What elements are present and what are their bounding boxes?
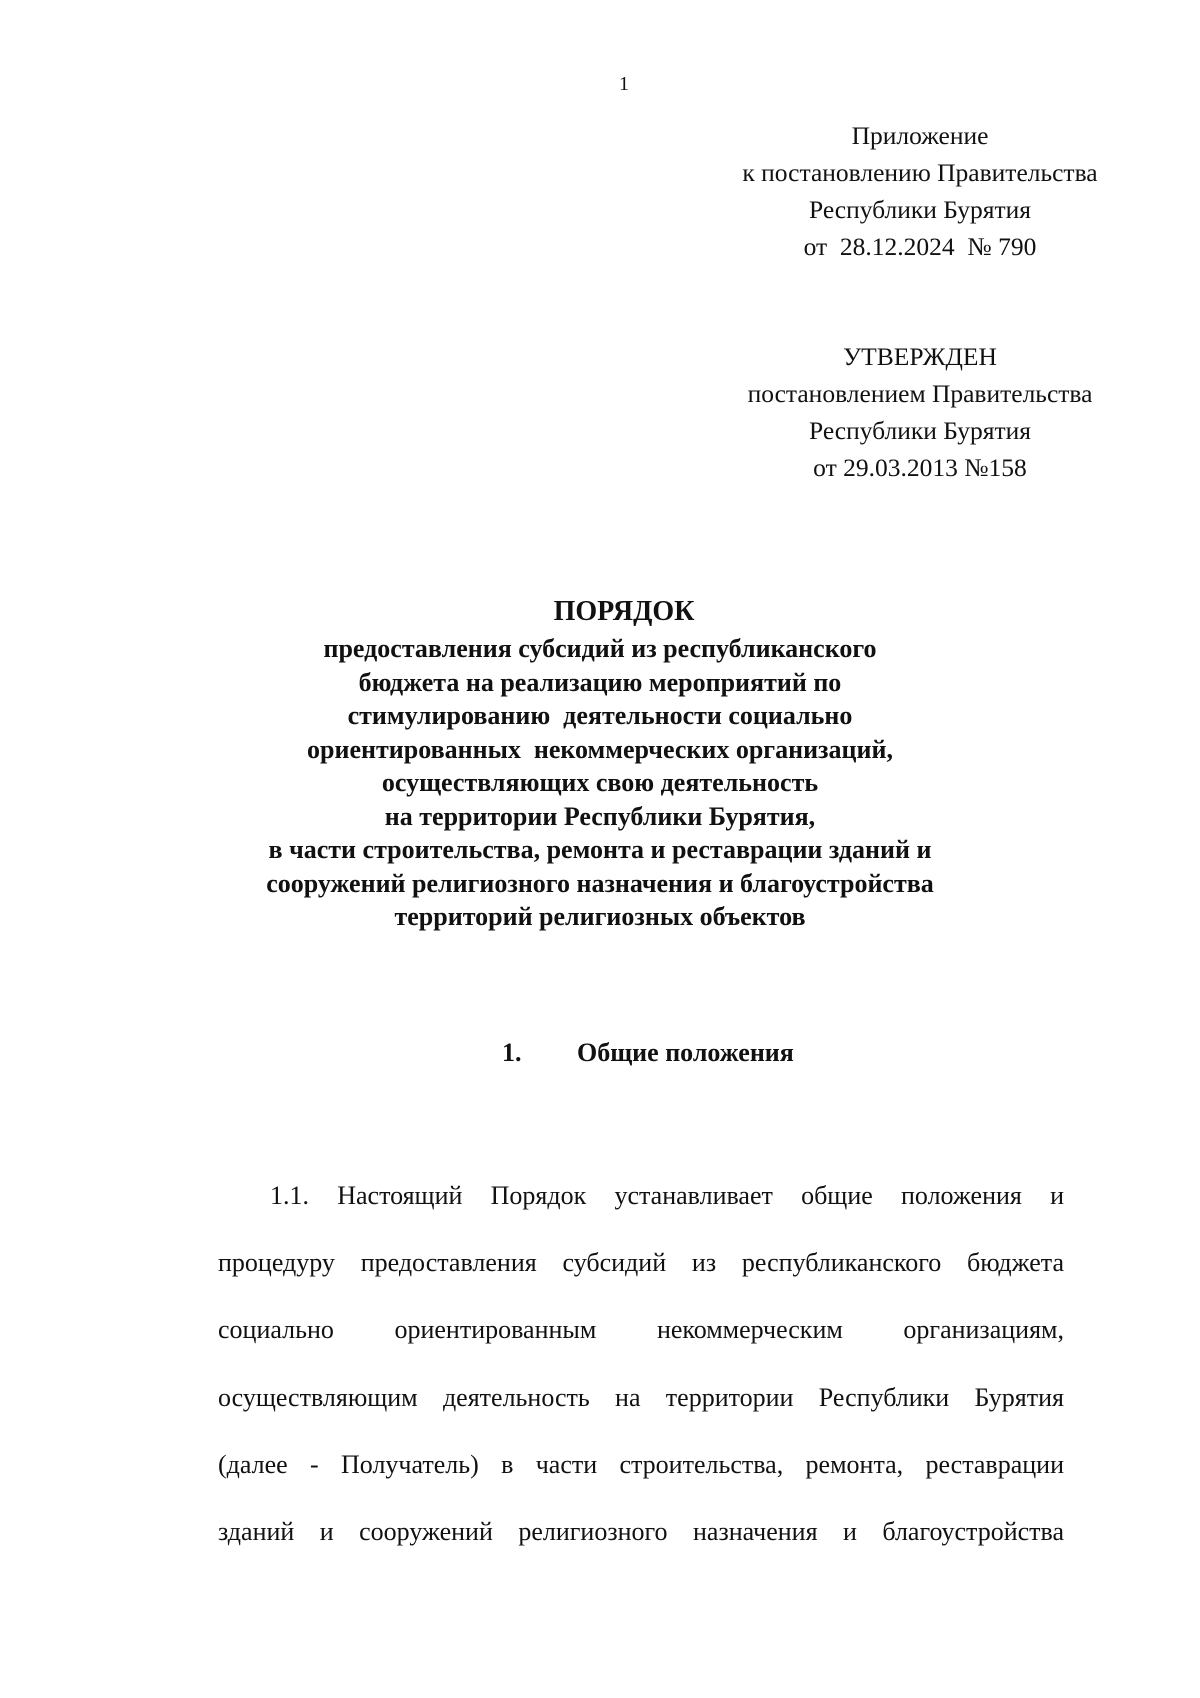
approved-line: УТВЕРЖДЕН bbox=[843, 342, 997, 371]
body-paragraph bbox=[218, 1162, 1064, 1565]
title-subtitle-line: осуществляющих свою деятельность bbox=[381, 768, 819, 797]
appendix-line: к постановлению Правительства bbox=[742, 158, 1098, 187]
appendix-line: Республики Бурятия bbox=[808, 195, 1032, 224]
body-line: 1.1. Настоящий Порядок устанавливает общие положения и bbox=[270, 1181, 1064, 1210]
section-number: 1. bbox=[502, 1038, 522, 1067]
title-subtitle-line: предоставления субсидий из республиканского bbox=[323, 634, 877, 663]
body-line: социально ориентированным некоммерческим организациям, bbox=[218, 1315, 1064, 1345]
appendix-block bbox=[690, 117, 1150, 265]
appendix-date-line: от 28.12.2024 № 790 bbox=[803, 232, 1037, 261]
title-subtitle-line: ориентированных некоммерческих организаций, bbox=[307, 734, 893, 764]
body-line: зданий и сооружений религиозного назначения и благоустройства bbox=[218, 1516, 1064, 1546]
title-subtitle-line: стимулированию деятельности социально bbox=[347, 701, 853, 730]
title-subtitle-line: сооружений религиозного назначения и благоустройства bbox=[266, 868, 934, 898]
approved-line: Республики Бурятия bbox=[808, 416, 1032, 445]
approved-block bbox=[690, 338, 1150, 486]
approved-date-line: от 29.03.2013 №158 bbox=[813, 453, 1027, 482]
title-heading: ПОРЯДОК bbox=[553, 596, 695, 627]
body-line: (далее - Получатель) в части строительства, ремонта, реставрации bbox=[218, 1449, 1064, 1479]
title-subtitle-line: бюджета на реализацию мероприятий по bbox=[358, 667, 842, 697]
appendix-line: Приложение bbox=[851, 121, 989, 150]
section-title: Общие положения bbox=[577, 1038, 794, 1067]
title-subtitle-line: в части строительства, ремонта и реставрации зданий и bbox=[268, 835, 932, 864]
page-number: 1 bbox=[619, 73, 629, 95]
approved-line: постановлением Правительства bbox=[747, 379, 1093, 408]
title-subtitle-line: территорий религиозных объектов bbox=[394, 902, 806, 931]
title-subtitle-line: на территории Республики Бурятия, bbox=[384, 801, 816, 831]
body-line: осуществляющим деятельность на территории Республики Бурятия bbox=[218, 1382, 1064, 1412]
body-line: процедуру предоставления субсидий из республиканского бюджета bbox=[218, 1248, 1064, 1278]
document-title bbox=[0, 592, 1200, 934]
